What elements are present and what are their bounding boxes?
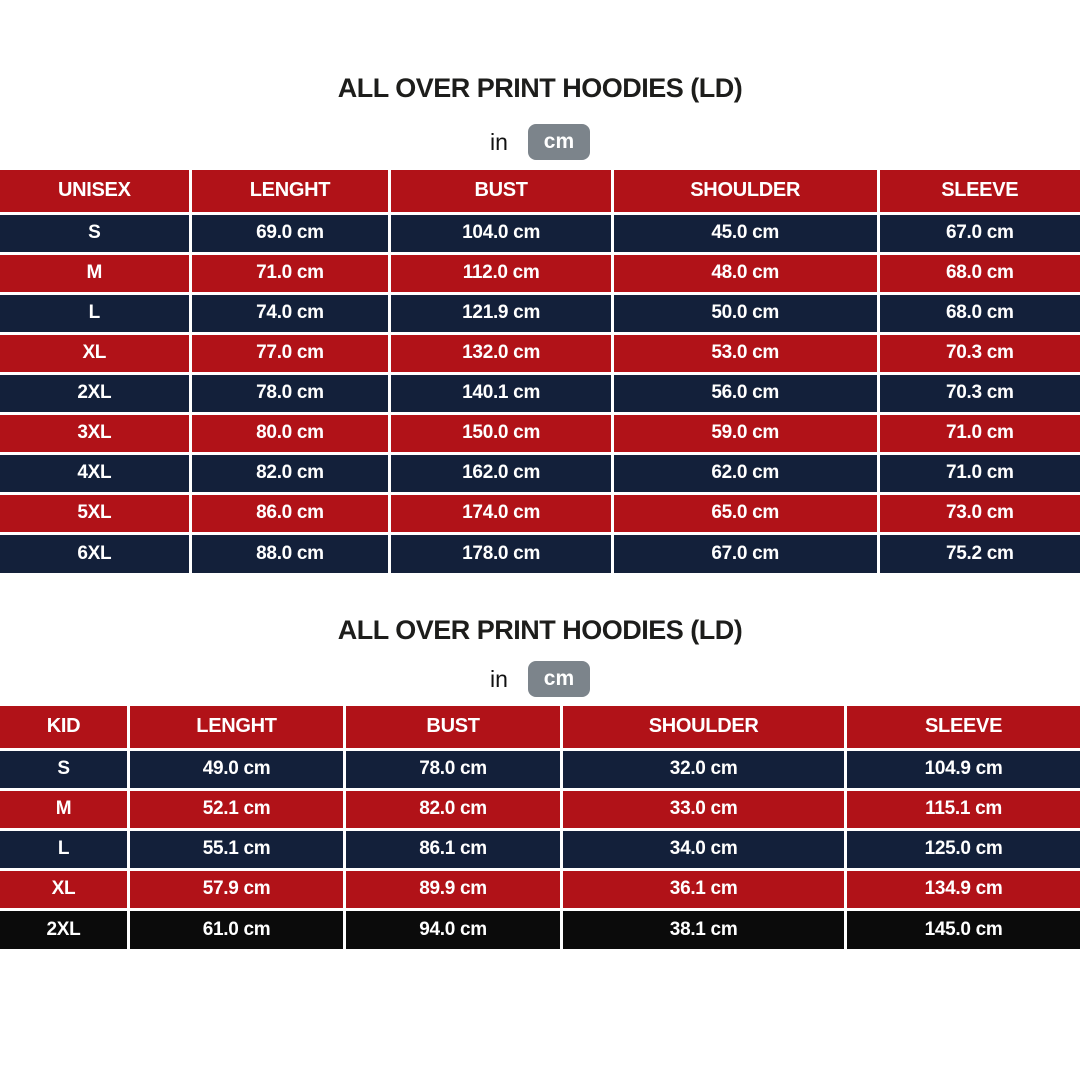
unit-option-cm-selected[interactable]: cm [528,661,590,697]
measurement-value: 132.0 cm [390,333,612,373]
measurement-value: 48.0 cm [612,253,878,293]
size-row-m [0,253,1080,293]
size-row-l [0,293,1080,333]
size-label: L [0,829,129,869]
measurement-value: 134.9 cm [846,869,1080,909]
measurement-value: 86.1 cm [345,829,562,869]
column-header-sleeve: SLEEVE [846,706,1080,749]
measurement-value: 71.0 cm [190,253,390,293]
measurement-value: 34.0 cm [562,829,846,869]
measurement-value: 73.0 cm [878,493,1080,533]
measurement-value: 52.1 cm [129,789,345,829]
column-header-bust: BUST [345,706,562,749]
measurement-value: 80.0 cm [190,413,390,453]
size-row-s [0,749,1080,789]
measurement-value: 125.0 cm [846,829,1080,869]
size-label: M [0,253,190,293]
measurement-value: 70.3 cm [878,373,1080,413]
column-header-shoulder: SHOULDER [612,170,878,213]
measurement-value: 68.0 cm [878,293,1080,333]
measurement-value: 65.0 cm [612,493,878,533]
unit-option-in[interactable]: in [490,128,508,155]
size-label: 2XL [0,909,129,949]
size-label: 3XL [0,413,190,453]
measurement-value: 145.0 cm [846,909,1080,949]
kid-size-table [0,706,1080,949]
unit-toggle [0,124,1080,160]
size-label: XL [0,869,129,909]
unit-option-in[interactable]: in [490,665,508,692]
column-header-shoulder: SHOULDER [562,706,846,749]
size-label: 2XL [0,373,190,413]
measurement-value: 94.0 cm [345,909,562,949]
measurement-value: 56.0 cm [612,373,878,413]
measurement-value: 38.1 cm [562,909,846,949]
measurement-value: 82.0 cm [190,453,390,493]
measurement-value: 49.0 cm [129,749,345,789]
size-row-4xl [0,453,1080,493]
size-label: 6XL [0,533,190,573]
measurement-value: 71.0 cm [878,413,1080,453]
measurement-value: 70.3 cm [878,333,1080,373]
measurement-value: 88.0 cm [190,533,390,573]
measurement-value: 68.0 cm [878,253,1080,293]
size-row-xl [0,333,1080,373]
size-label: 4XL [0,453,190,493]
size-label: 5XL [0,493,190,533]
measurement-value: 33.0 cm [562,789,846,829]
size-row-2xl [0,909,1080,949]
measurement-value: 55.1 cm [129,829,345,869]
measurement-value: 74.0 cm [190,293,390,333]
size-row-2xl [0,373,1080,413]
kid-size-chart-section [0,573,1080,949]
measurement-value: 59.0 cm [612,413,878,453]
size-row-l [0,829,1080,869]
size-row-5xl [0,493,1080,533]
size-label: L [0,293,190,333]
size-row-6xl [0,533,1080,573]
measurement-value: 67.0 cm [878,213,1080,253]
column-header-lenght: LENGHT [190,170,390,213]
measurement-value: 140.1 cm [390,373,612,413]
section-title: ALL OVER PRINT HOODIES (LD) [337,615,743,645]
column-header-bust: BUST [390,170,612,213]
unisex-size-table [0,170,1080,573]
measurement-value: 89.9 cm [345,869,562,909]
size-label: S [0,749,129,789]
measurement-value: 69.0 cm [190,213,390,253]
measurement-value: 82.0 cm [345,789,562,829]
section-title: ALL OVER PRINT HOODIES (LD) [337,73,743,103]
measurement-value: 75.2 cm [878,533,1080,573]
measurement-value: 77.0 cm [190,333,390,373]
size-row-3xl [0,413,1080,453]
measurement-value: 178.0 cm [390,533,612,573]
measurement-value: 112.0 cm [390,253,612,293]
measurement-value: 104.9 cm [846,749,1080,789]
unit-toggle [0,661,1080,697]
measurement-value: 115.1 cm [846,789,1080,829]
measurement-value: 78.0 cm [190,373,390,413]
measurement-value: 53.0 cm [612,333,878,373]
measurement-value: 121.9 cm [390,293,612,333]
measurement-value: 32.0 cm [562,749,846,789]
size-label: S [0,213,190,253]
unit-option-cm-selected[interactable]: cm [528,124,590,160]
measurement-value: 50.0 cm [612,293,878,333]
size-row-s [0,213,1080,253]
measurement-value: 36.1 cm [562,869,846,909]
measurement-value: 174.0 cm [390,493,612,533]
column-header-sleeve: SLEEVE [878,170,1080,213]
measurement-value: 78.0 cm [345,749,562,789]
measurement-value: 62.0 cm [612,453,878,493]
measurement-value: 86.0 cm [190,493,390,533]
measurement-value: 150.0 cm [390,413,612,453]
column-header-unisex: UNISEX [0,170,190,213]
size-label: M [0,789,129,829]
column-header-lenght: LENGHT [129,706,345,749]
measurement-value: 162.0 cm [390,453,612,493]
measurement-value: 67.0 cm [612,533,878,573]
measurement-value: 61.0 cm [129,909,345,949]
measurement-value: 45.0 cm [612,213,878,253]
size-row-xl [0,869,1080,909]
size-row-m [0,789,1080,829]
header-row [0,706,1080,749]
size-label: XL [0,333,190,373]
measurement-value: 57.9 cm [129,869,345,909]
column-header-kid: KID [0,706,129,749]
measurement-value: 71.0 cm [878,453,1080,493]
measurement-value: 104.0 cm [390,213,612,253]
header-row [0,170,1080,213]
